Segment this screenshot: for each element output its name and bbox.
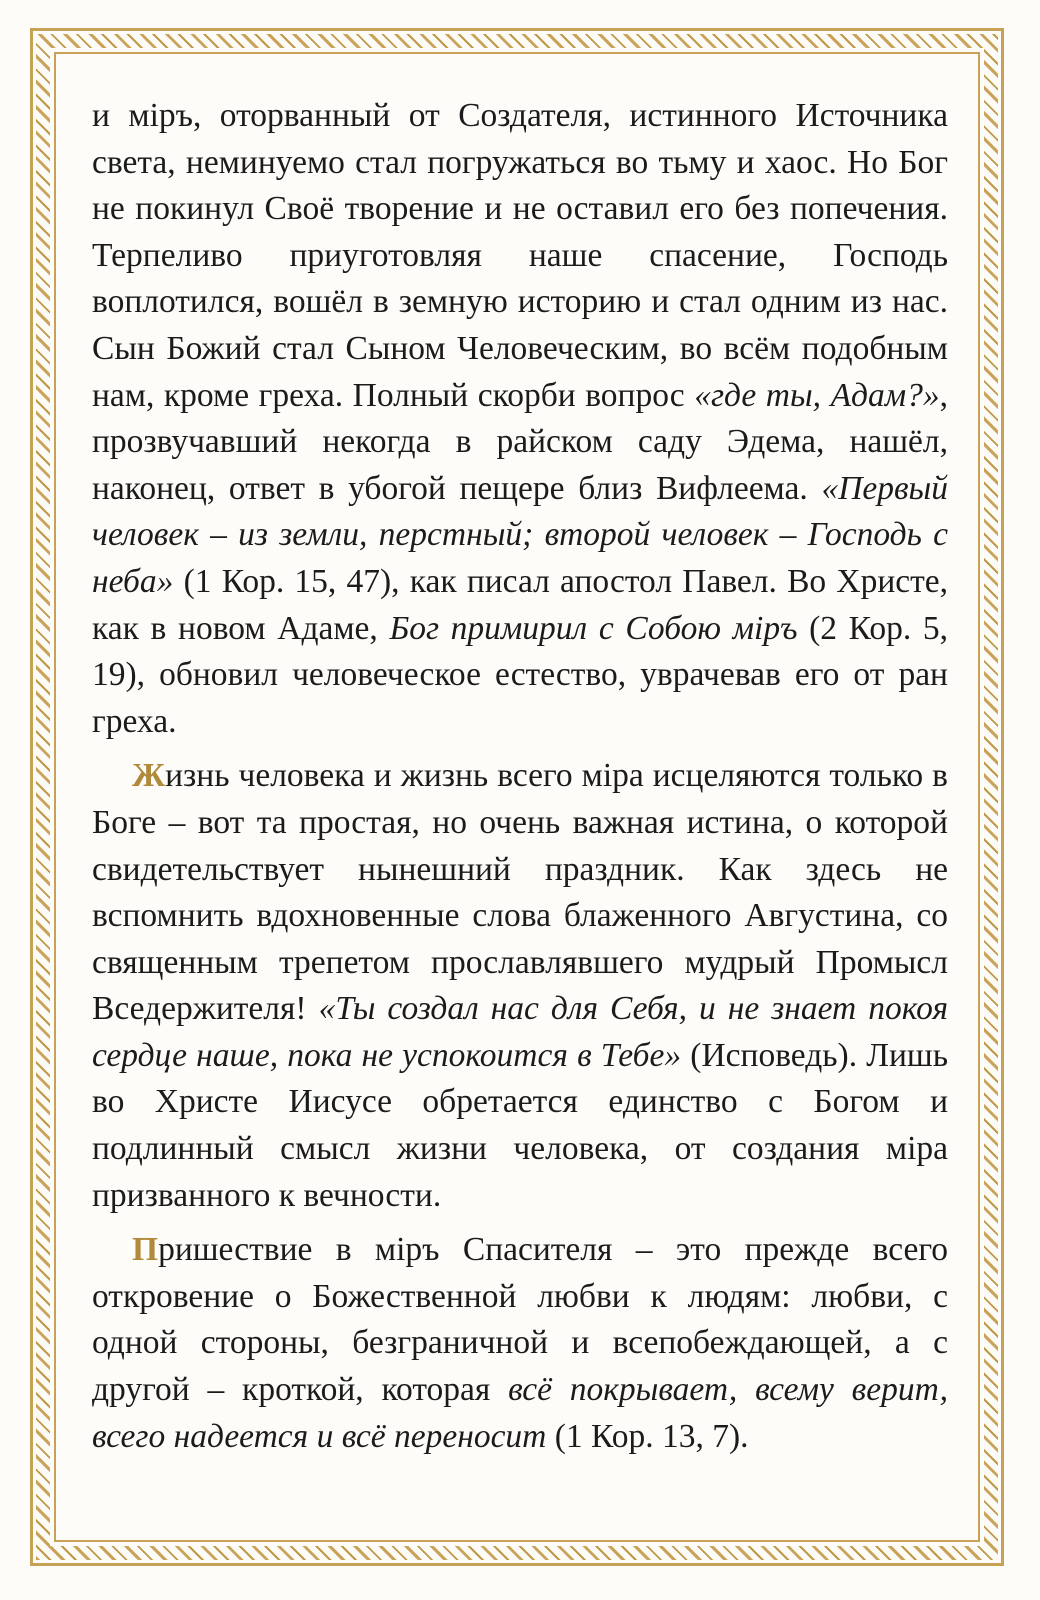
paragraph-2 [92,753,948,1219]
text-segment: (1 Кор. 13, 7). [546,1417,749,1455]
quote-italic: «Первый человек – из земли, перстный; второй человек – Господь с неба» [92,469,948,600]
paragraph-3 [92,1227,948,1460]
text-segment: (1 Кор. 15, 47), как писал апостол Павел. Во Христе, как в новом Адаме, [92,562,948,647]
text-segment: изнь человека и жизнь всего міра исцеляются только в Боге – вот та простая, но очень важная истина, о которой свидетельствует нынешний праздник. Как здесь не вспомнить вдохновенные слова блаженного Августина, со священным трепетом прославлявшего мудрый Промысл Вседержителя! [92,757,948,1028]
text-segment: и міръ, оторванный от Создателя, истинного Источника света, неминуемо стал погружаться во тьму и хаос. Но Бог не покинул Своё творение и не оставил его без попечения. Терпеливо приуготовляя наше спасение, Господь воплотился, вошёл в земную историю и стал одним из нас. Сын Божий стал Сыном Человеческим, во всём подобным нам, кроме греха. Полный скорби вопрос [92,97,948,414]
text-segment: , прозвучавший некогда в райском саду Эдема, нашёл, наконец, ответ в убогой пещере близ Вифлеема. [92,376,948,507]
quote-italic: всё покрывает, всему верит, всего надеется и всё переносит [92,1371,948,1455]
quote-italic: «Ты создал нас для Себя, и не знает покоя сердце наше, пока не успокоится в Тебе» [92,990,949,1074]
dropcap-letter: Ж [132,757,166,795]
quote-italic: Бог примирил с Собою міръ [389,609,798,647]
text-segment: (Исповедь). Лишь во Христе Иисусе обретается единство с Богом и подлинный смысл жизни человека, от создания міра призванного к вечности. [92,1036,948,1214]
text-segment: ришествие в міръ Спасителя – это прежде всего откровение о Божественной любви к людям: любви, с одной стороны, безграничной и всепобеждающей, а с другой – кроткой, которая [92,1231,948,1409]
paragraph-1 [92,93,948,745]
dropcap-letter: П [132,1231,159,1269]
text-segment: (2 Кор. 5, 19), обновил человеческое естество, уврачевав его от ран греха. [92,609,948,740]
body-text [92,93,948,1460]
quote-italic: «где ты, Адам?» [694,376,940,414]
